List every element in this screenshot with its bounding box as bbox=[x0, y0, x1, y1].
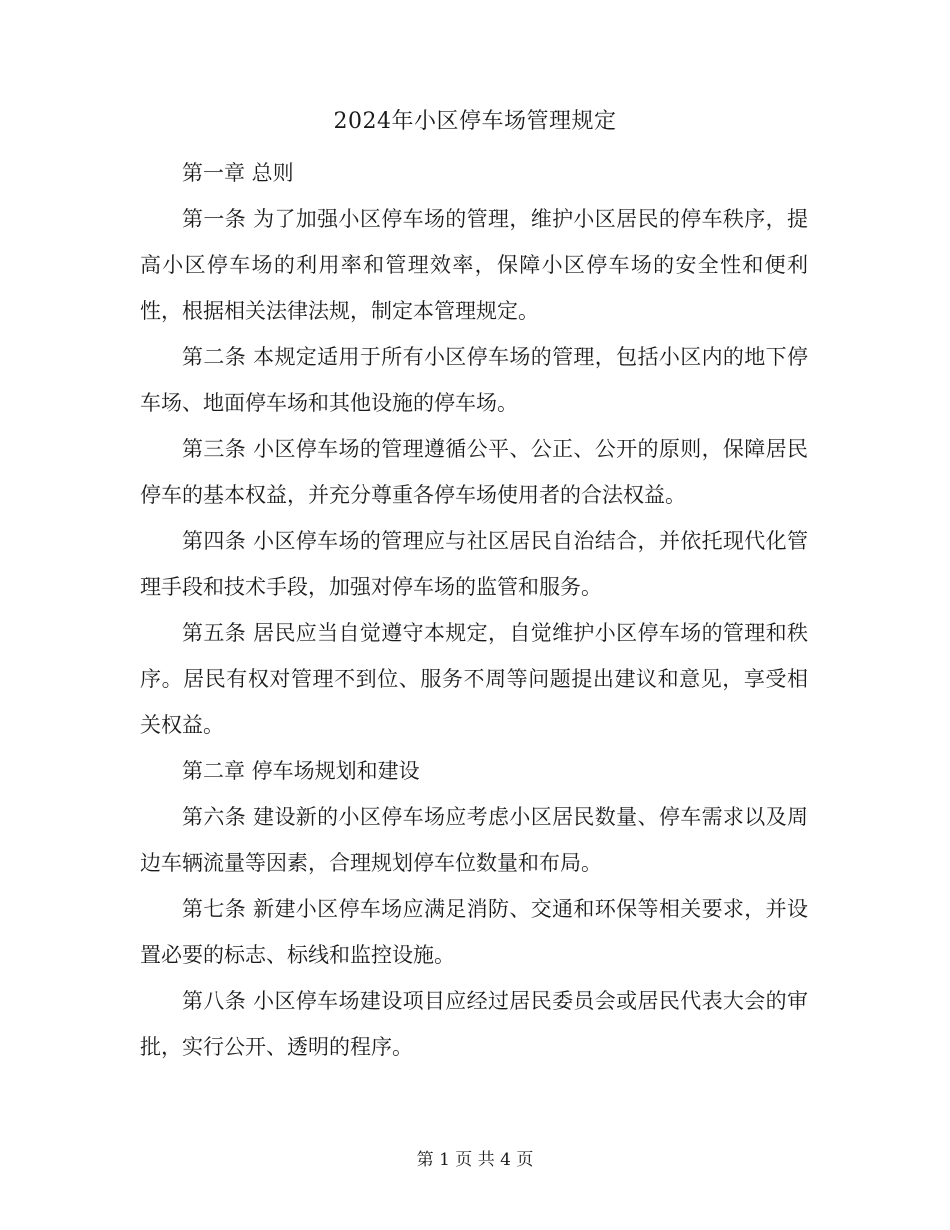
document-body bbox=[140, 150, 808, 1070]
article-paragraph: 第四条 小区停车场的管理应与社区居民自治结合，并依托现代化管理手段和技术手段，加强对停车场的监管和服务。 bbox=[140, 529, 808, 599]
article-paragraph: 第二条 本规定适用于所有小区停车场的管理，包括小区内的地下停车场、地面停车场和其他设施的停车场。 bbox=[140, 345, 808, 415]
article-paragraph: 第七条 新建小区停车场应满足消防、交通和环保等相关要求，并设置必要的标志、标线和监控设施。 bbox=[140, 897, 808, 967]
document-title: 2024年小区停车场管理规定 bbox=[333, 109, 617, 134]
article-paragraph: 第六条 建设新的小区停车场应考虑小区居民数量、停车需求以及周边车辆流量等因素，合理规划停车位数量和布局。 bbox=[140, 805, 808, 875]
article-paragraph: 第五条 居民应当自觉遵守本规定，自觉维护小区停车场的管理和秩序。居民有权对管理不到位、服务不周等问题提出建议和意见，享受相关权益。 bbox=[140, 621, 808, 737]
page-footer: 第 1 页 共 4 页 bbox=[416, 1150, 534, 1170]
chapter-heading: 第二章 停车场规划和建设 bbox=[182, 759, 420, 783]
article-paragraph: 第一条 为了加强小区停车场的管理，维护小区居民的停车秩序，提高小区停车场的利用率和管理效率，保障小区停车场的安全性和便利性，根据相关法律法规，制定本管理规定。 bbox=[140, 207, 808, 323]
chapter-heading: 第一章 总则 bbox=[182, 161, 294, 185]
article-paragraph: 第三条 小区停车场的管理遵循公平、公正、公开的原则，保障居民停车的基本权益，并充分尊重各停车场使用者的合法权益。 bbox=[140, 437, 808, 507]
article-paragraph: 第八条 小区停车场建设项目应经过居民委员会或居民代表大会的审批，实行公开、透明的程序。 bbox=[140, 989, 808, 1059]
